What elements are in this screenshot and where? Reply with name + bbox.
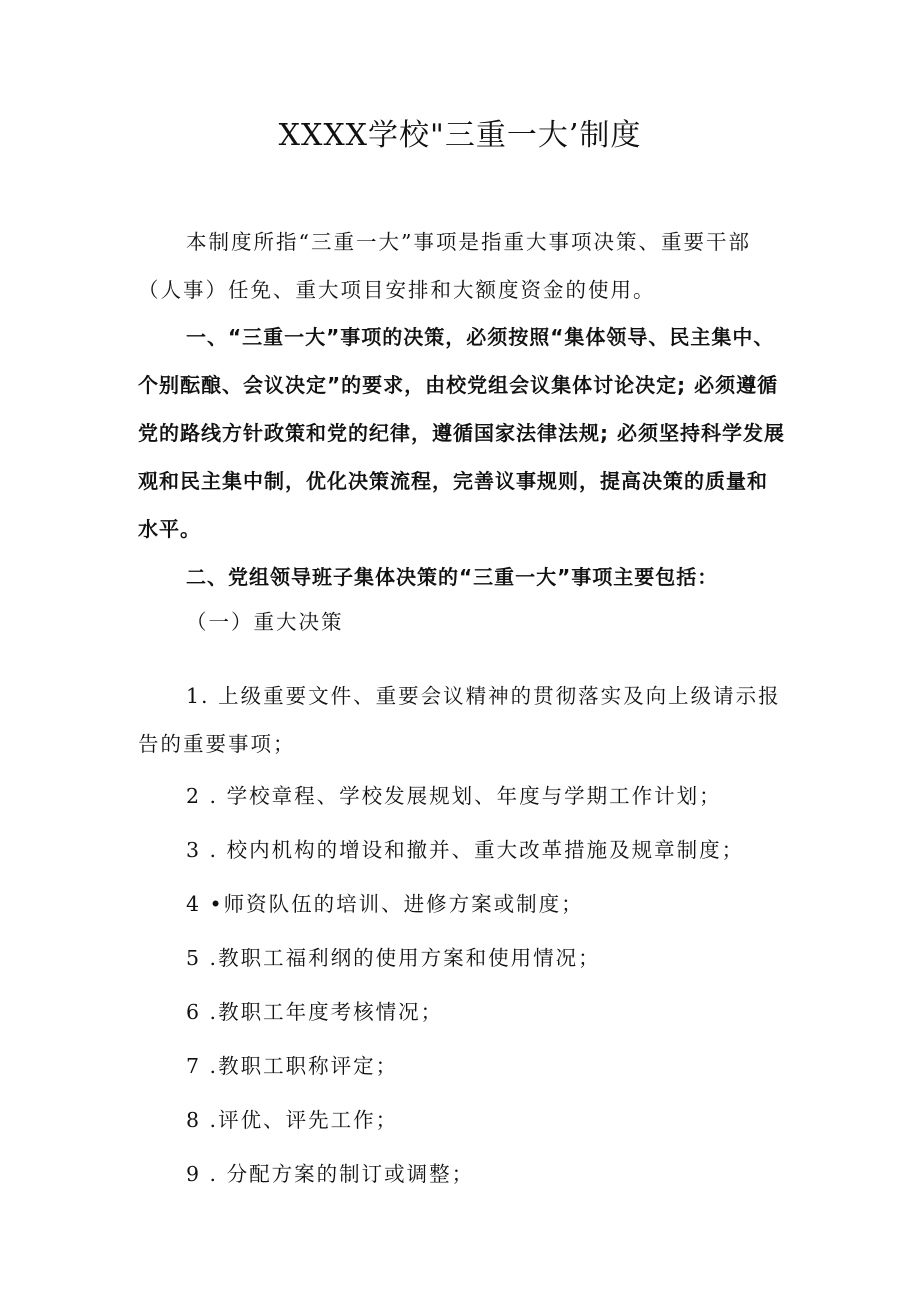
list-item: 3 . 校内机构的增设和撤并、重大改革措施及规章制度； [186,838,745,862]
list-item: 2 . 学校章程、学校发展规划、年度与学期工作计划； [186,784,722,808]
section-two-heading: 二、党组领导班子集体决策的“三重一大”事项主要包括： [186,565,719,589]
list-item: 1. 上级重要文件、重要会议精神的贯彻落实及向上级请示报告的重要事项； [138,684,781,756]
list-item: 5 .教职工福利纲的使用方案和使用情况； [186,946,601,970]
intro-paragraph: 本制度所指“三重一大”事项是指重大事项决策、重要干部（人事）任免、重大项目安排和大额度资金的使用。 [138,230,751,302]
list-item: 7 .教职工职称评定； [186,1054,399,1078]
list-item: 9 . 分配方案的制订或调整； [186,1162,475,1186]
section-one-paragraph: 一、“三重一大”事项的决策，必须按照“集体领导、民主集中、个别酝酿、会议决定”的要求，由校党组会议集体讨论决定; 必须遵循党的路线方针政策和党的纪律，遵循国家法律法规; 必须坚持科学发展观和民主集中制，优化决策流程，完善议事规则，提高决策的质量和水平。 [138,325,785,541]
list-item: 6 .教职工年度考核情况； [186,1000,444,1024]
list-item: 8 .评优、评先工作； [186,1108,399,1132]
subsection-heading: （一）重大决策 [186,610,344,634]
document-title: XXXX学校"三重一大’制度 [278,118,642,153]
list-item: 4 •师资队伍的培训、进修方案或制度； [186,892,584,916]
